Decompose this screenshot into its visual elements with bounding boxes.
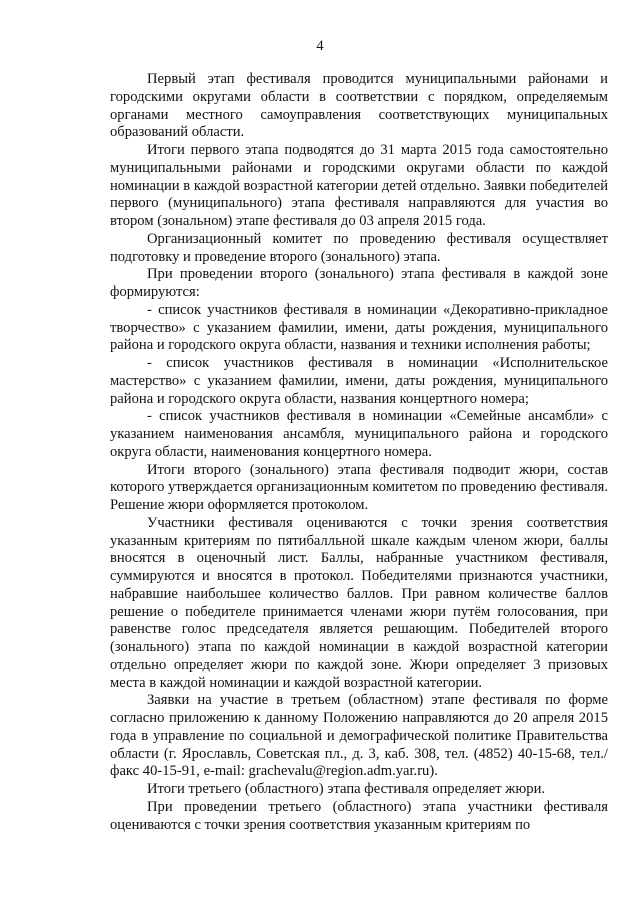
paragraph-evaluation: Участники фестиваля оцениваются с точки зрения соответствия указанным критериям по пятибалльной шкале каждым членом жюри, баллы вносятся в оценочный лист. Баллы, набранные участником фестиваля, суммируются и вносятся в протокол. Победителями признаются участники, набравшие наибольшее количество баллов. При равном количестве баллов решение о победителе принимается членами жюри путём голосования, при равенстве голос председателя является решающим. Победителей второго (зонального) этапа по каждой номинации в каждой возрастной категории отдельно определяет жюри по каждой зоне. Жюри определяет 3 призовых места в каждой номинации и каждой возрастной категории. — [110, 514, 608, 691]
paragraph-first-stage-results: Итоги первого этапа подводятся до 31 марта 2015 года самостоятельно муниципальными районами и городскими округами области по каждой номинации в каждой возрастной категории детей отдельно. Заявки победителей первого (муниципального) этапа фестиваля направляются для участия во втором (зональном) этапе фестиваля до 03 апреля 2015 года. — [110, 142, 608, 229]
paragraph-third-stage-results: Итоги третьего (областного) этапа фестиваля определяет жюри. — [147, 781, 546, 797]
page-number: 4 — [316, 38, 324, 54]
list-item-family-ensembles: - список участников фестиваля в номинации «Семейные ансамбли» с указанием наименования ансамбля, муниципального района и городского округа области, наименования концертного номера. — [110, 408, 608, 460]
paragraph-second-stage-lists: При проведении второго (зонального) этапа фестиваля в каждой зоне формируются: — [110, 266, 608, 300]
document-body — [110, 71, 608, 834]
paragraph-third-stage-applications: Заявки на участие в третьем (областном) этапе фестиваля по форме согласно приложению к данному Положению направляются до 20 апреля 2015 года в управление по социальной и демографической политике Правительства области (г. Ярославль, Советская пл., д. 3, каб. 308, тел. (4852) 40-15-68, тел./факс 40-15-91, e-mail: grachevalu@region.adm.yar.ru). — [110, 692, 608, 780]
paragraph-third-stage-evaluation: При проведении третьего (областного) этапа участники фестиваля оцениваются с точки зрения соответствия указанным критериям по — [110, 798, 608, 833]
list-item-performing-mastery: - список участников фестиваля в номинации «Исполнительское мастерство» с указанием фамилии, имени, даты рождения, муниципального района и городского округа области, названия концертного номера; — [110, 355, 608, 407]
paragraph-first-stage: Первый этап фестиваля проводится муниципальными районами и городскими округами области в соответствии с порядком, определяемым органами местного самоуправления соответствующих муниципальных образований области. — [110, 71, 608, 141]
list-item-decorative-art: - список участников фестиваля в номинации «Декоративно-прикладное творчество» с указанием фамилии, имени, даты рождения, муниципального района и городского округа области, названия и техники исполнения работы; — [110, 301, 608, 354]
paragraph-second-stage-jury: Итоги второго (зонального) этапа фестиваля подводит жюри, состав которого утверждается организационным комитетом по проведению фестиваля. Решение жюри оформляется протоколом. — [110, 461, 608, 513]
paragraph-organizing-committee: Организационный комитет по проведению фестиваля осуществляет подготовку и проведение второго (зонального) этапа. — [110, 230, 608, 265]
